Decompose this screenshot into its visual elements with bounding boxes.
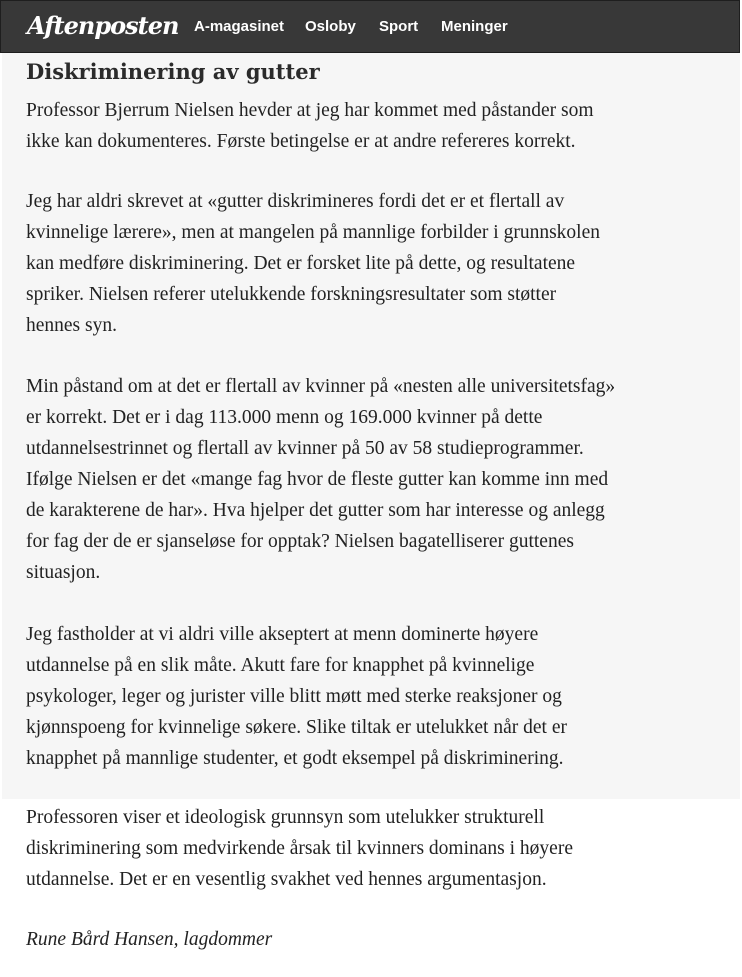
paragraph-line: situasjon. bbox=[26, 562, 101, 583]
paragraph-line: Professor Bjerrum Nielsen hevder at jeg har kommet med påstander som bbox=[26, 100, 594, 121]
article-paragraph bbox=[26, 802, 573, 895]
paragraph-line: diskriminering som medvirkende årsak til kvinners dominans i høyere bbox=[26, 838, 573, 859]
article-paragraph bbox=[26, 619, 567, 774]
nav-link-meninger[interactable]: Meninger bbox=[441, 18, 508, 35]
paragraph-line: utdannelse. Det er en vesentlig svakhet ved hennes argumentasjon. bbox=[26, 869, 547, 890]
paragraph-line: for fag der de er sjanseløse for opptak? Nielsen bagatelliserer guttenes bbox=[26, 531, 574, 552]
aftenposten-logo[interactable]: Aftenposten bbox=[27, 11, 179, 40]
article-title: Diskriminering av gutter bbox=[26, 59, 320, 84]
top-navbar bbox=[0, 0, 740, 53]
article-paragraph bbox=[26, 186, 600, 341]
paragraph-line: Ifølge Nielsen er det «mange fag hvor de fleste gutter kan komme inn med bbox=[26, 469, 609, 490]
paragraph-line: hennes syn. bbox=[26, 315, 117, 336]
nav-link-sport[interactable]: Sport bbox=[379, 18, 419, 35]
paragraph-line: knapphet på mannlige studenter, et godt eksempel på diskriminering. bbox=[26, 748, 564, 769]
paragraph-line: Jeg fastholder at vi aldri ville akseptert at menn dominerte høyere bbox=[26, 624, 539, 645]
paragraph-line: spriker. Nielsen referer utelukkende forskningsresultater som støtter bbox=[26, 284, 557, 305]
paragraph-line: utdannelsestrinnet og flertall av kvinner på 50 av 58 studieprogrammer. bbox=[26, 438, 584, 459]
article-paragraph bbox=[26, 95, 594, 157]
paragraph-line: kan medføre diskriminering. Det er forsket lite på dette, og resultatene bbox=[26, 253, 576, 274]
article-paragraph bbox=[26, 371, 615, 588]
paragraph-line: psykologer, leger og jurister ville blitt møtt med sterke reaksjoner og bbox=[26, 686, 562, 707]
paragraph-line: kvinnelige lærere», men at mangelen på mannlige forbilder i grunnskolen bbox=[26, 222, 600, 243]
nav-link-osloby[interactable]: Osloby bbox=[305, 18, 356, 35]
paragraph-line: Min påstand om at det er flertall av kvinner på «nesten alle universitetsfag» bbox=[26, 376, 616, 397]
author-signature: Rune Bård Hansen, lagdommer bbox=[26, 929, 273, 950]
paragraph-line: Jeg har aldri skrevet at «gutter diskrimineres fordi det er et flertall av bbox=[26, 191, 565, 212]
nav-link-a-magasinet[interactable]: A-magasinet bbox=[194, 18, 285, 35]
paragraph-line: kjønnspoeng for kvinnelige søkere. Slike tiltak er utelukket når det er bbox=[26, 717, 567, 738]
paragraph-line: er korrekt. Det er i dag 113.000 menn og 169.000 kvinner på dette bbox=[26, 407, 543, 428]
paragraph-line: de karakterene de har». Hva hjelper det gutter som har interesse og anlegg bbox=[26, 500, 605, 521]
paragraph-line: Professoren viser et ideologisk grunnsyn som utelukker strukturell bbox=[26, 807, 545, 828]
paragraph-line: utdannelse på en slik måte. Akutt fare for knapphet på kvinnelige bbox=[26, 655, 535, 676]
paragraph-line: ikke kan dokumenteres. Første betingelse er at andre refereres korrekt. bbox=[26, 131, 576, 152]
